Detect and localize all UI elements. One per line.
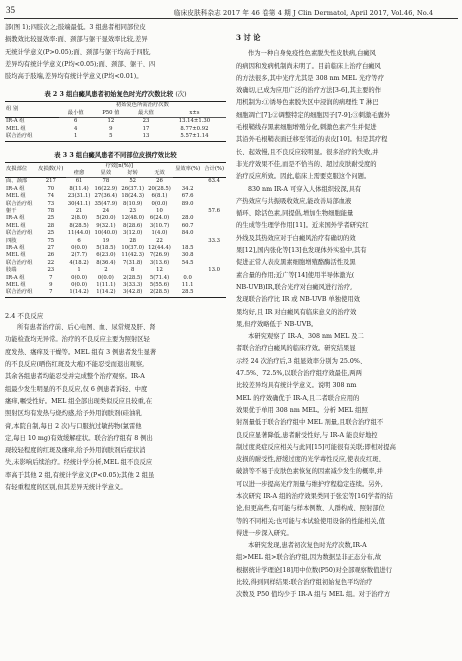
text-line: 发现联合治疗比 IR 或 NB-UVB 单独使用效 [236, 296, 360, 304]
table-cell: 4(18.2) [69, 259, 89, 266]
table-header-group: 初始复色所需治疗次数 [59, 102, 226, 110]
table-cell: 24 [102, 207, 110, 214]
table-cell: 0.0 [183, 274, 192, 281]
section-heading-discussion: 3 讨 论 [236, 33, 261, 42]
table-cell: 5(18.5) [96, 244, 116, 251]
text-line: 度发热、瘙痒及干燥等。MEL 组有 3 例患者发生显著 [5, 348, 157, 356]
text-line: 瘙痒,嘱受性好。MEL 组全部出现类似反应且较重,在 [5, 397, 153, 405]
table-cell: 63.4 [202, 178, 226, 186]
table-cell: 1(4.0) [151, 230, 168, 237]
table-cell: 12(44.4) [148, 244, 171, 251]
table-header: 组 别 [5, 102, 59, 118]
table-header: 最小值 [59, 110, 93, 118]
table-header: P50 值 [93, 110, 129, 118]
table-cell: 21 [75, 207, 83, 214]
text-line: 果均好,且 IR 对白癜风有临床意义的治疗效 [236, 308, 357, 316]
table-cell: 7(26.9) [149, 252, 170, 259]
table-cell [202, 289, 226, 297]
text-line: 治疗反应所致。因此,临床上需要克服这个问题。 [236, 173, 371, 181]
table-cell: 3(13.6) [149, 259, 170, 266]
table-cell: 10(40.0) [94, 230, 118, 237]
table-cell: 35(47.9) [94, 200, 118, 207]
text-line: MEL 的疗效确优于 IR-A,且二者联合应用的 [236, 394, 360, 402]
adverse-reactions-paragraph [5, 322, 226, 494]
table-cell: 26 [47, 252, 55, 259]
text-line: 论,但更高些,有可能与样本例数、人群构成、照射部位 [236, 505, 385, 513]
table-cell: 23 [129, 118, 163, 126]
table-cell: 8(28.6) [123, 222, 143, 229]
table-cell: 8(36.4) [96, 259, 116, 266]
table-row [5, 289, 226, 297]
table-cell: 12 [93, 118, 129, 126]
table-cell: 7(31.8) [123, 259, 143, 266]
table-cell: 22 [156, 237, 163, 244]
table-cell: 2(28.5) [123, 274, 143, 281]
table-cell: 1(11.1) [96, 282, 116, 289]
text-line: 作为一种自身免疫性色素脱失性皮肤病,白癜风 [248, 50, 376, 58]
table-cell: 2(7.7) [71, 252, 88, 259]
text-line: 本研究观察了 IR-A、308 nm MEL 及二 [248, 333, 364, 341]
text-line: 本次研究 IR-A 组的治疗效果类同于张宏等[16]学者的结 [236, 492, 393, 500]
table-cell: 16(22.9) [94, 185, 118, 192]
running-header [4, 3, 458, 19]
text-line: 的不良反应(晒伤红斑及大疱)不能忍受而退出观察, [5, 361, 145, 369]
table-cell: 8(10.9) [123, 200, 143, 207]
table-cell: 联合治疗组 [5, 133, 59, 141]
table-row [5, 118, 226, 126]
table-cell: 1 [59, 133, 93, 141]
table-header: 皮损数(片) [36, 162, 66, 178]
text-line: 功能检查均无异常。治疗的不良反应主要为照射区轻 [5, 336, 150, 344]
table-cell: 四肢 [6, 237, 17, 244]
table-cell: 9 [109, 125, 113, 132]
table-cell: 78 [92, 178, 119, 186]
table-cell: 10 [156, 207, 163, 214]
table-cell: 5(20.0) [96, 215, 116, 222]
table-header: 皮损部位 [5, 162, 36, 178]
table-cell: 3(12.0) [123, 230, 143, 237]
table-cell [202, 252, 226, 259]
table-cell: 6(24.0) [149, 215, 170, 222]
text-line: 现较轻程度的红斑及瘙痒,给予外用润肤剂后症状消 [5, 447, 146, 455]
table-cell: 23 [129, 207, 137, 214]
table-cell: 73 [47, 200, 55, 207]
table-cell: 8(11.4) [69, 185, 89, 192]
table2 [5, 101, 226, 141]
table-cell [202, 245, 226, 252]
table2-unit: (次) [175, 91, 187, 99]
table-cell: 9(32.1) [96, 222, 116, 229]
table-cell: 67.6 [181, 193, 194, 200]
table-cell: 6 [59, 118, 93, 126]
text-line: 47.5%、72.5%,以联合治疗组疗效最佳,两两 [236, 370, 362, 378]
table-cell: MEL 组 [6, 222, 26, 229]
table-cell: 5(71.4) [149, 274, 170, 281]
journal-citation: 临床皮肤科杂志 2017 年 46 卷第 4 期 J Clin Dermatol, April 2017, Vol.46, No.4 [174, 9, 434, 17]
table-cell [202, 260, 226, 267]
table-header: 好转 [119, 170, 146, 178]
text-line: 可以进一步提高光疗剂量与维护疗程稳定连续。另外, [236, 480, 383, 488]
text-line: 膏,本院自制,每日 2 次)与口服抗过敏药物(氯雷他 [5, 422, 142, 430]
table-cell [202, 215, 226, 222]
table-row [5, 252, 226, 259]
table-cell: 联合治疗组 [6, 230, 33, 237]
text-line: 者联合治疗白癜风的临床疗效。研究结果显 [236, 345, 356, 353]
table-cell: 25 [47, 230, 55, 237]
table-cell: 联合治疗组 [6, 259, 33, 266]
table-cell: 27 [47, 244, 55, 251]
table-cell [202, 282, 226, 289]
table-row [5, 201, 226, 208]
table-cell: 9 [49, 282, 53, 289]
table-cell: 2(28.5) [146, 289, 173, 297]
text-line: 所有患者治疗前、后心电图、血、尿常规及肝、肾 [17, 324, 156, 332]
table-cell [202, 193, 226, 200]
text-line: 比较,得到同样结果:联合治疗组初始复色平均治疗 [236, 579, 373, 587]
right-column [236, 22, 457, 602]
text-line: 差异均有统计学意义(P均<0.05);面、颈部、躯干、四 [5, 60, 156, 68]
table-cell: 8(28.5) [69, 222, 89, 229]
text-line: 循环、除活色素,同提倡,增加生物细胞能量 [236, 210, 354, 218]
table-cell: 25 [47, 215, 55, 222]
table-header: x±s [163, 110, 226, 118]
text-line: 本研究发现,患者初次复色时光疗次数,IR-A [248, 542, 367, 550]
table-cell: 12(48.0) [121, 215, 145, 222]
table-cell: 6 [77, 237, 81, 244]
table2-caption [5, 89, 226, 101]
text-line: 照射区均有发热与烧灼感,给予外用润肤剂(硅油乳 [5, 410, 142, 418]
table-header: 显效率(%) [173, 162, 202, 178]
text-line: 产热效应与共振吸收效应,能改善局部血液 [236, 197, 352, 205]
table-cell: 17 [142, 125, 150, 132]
table-cell: 0(0.0) [71, 274, 88, 281]
text-line: 示经 24 次治疗后,3 组显效率分别为 25.0%、 [236, 357, 367, 365]
results-paragraph [5, 22, 226, 83]
text-line: 组最少发生明显的不良反应,仅 6 例患者诉轻、中度 [5, 385, 148, 393]
left-column [5, 22, 226, 494]
table-cell: 70 [47, 185, 55, 192]
table-cell: 5 [93, 133, 129, 141]
table-cell: 74 [47, 193, 55, 200]
text-line: 破溃等不易于皮肤色素恢复的因素减少发生的概率,并 [236, 468, 383, 476]
table-cell: 7 [49, 274, 53, 281]
table-cell: 6(8.1) [151, 193, 168, 200]
text-line: 效果优于单用 308 nm MEL。分析 MEL 组照 [236, 406, 368, 414]
table-cell [173, 267, 202, 274]
table-cell: 57.6 [208, 207, 221, 214]
table2-title: 表 2 3 组白癜风患者初始复色时光疗次数比较 [44, 91, 174, 99]
table-cell: 26(37.1) [121, 185, 145, 192]
table-cell: 2(8.0) [71, 215, 88, 222]
table-cell: 52 [119, 178, 146, 186]
table-cell: 3(10.7) [149, 222, 170, 229]
text-line: 其沿外毛根鞘表面迁移至邻近的表皮[10]。但是其疗程 [236, 136, 388, 144]
table-cell: 54.5 [181, 259, 194, 266]
discussion-paragraph-2 [236, 184, 457, 332]
table-cell: MEL 组 [6, 282, 26, 289]
table-cell [202, 275, 226, 282]
table-row [5, 275, 226, 282]
discussion-paragraph-1 [236, 48, 457, 183]
text-line: 果,但疗效略低于 NB-UVB。 [236, 320, 318, 328]
table-cell: 13 [129, 133, 163, 141]
table-cell: IR-A 组 [6, 274, 25, 281]
table-row [5, 178, 226, 186]
text-line: 比较差异均具有统计学意义。说明 308 nm [236, 382, 357, 390]
table-cell: IR-A 组 [5, 118, 59, 126]
text-line: 的生成等生理学作用[11]。近来国外学者研究红 [236, 222, 369, 230]
table-cell: 8 [131, 267, 135, 274]
discussion-paragraph-4 [236, 540, 457, 601]
table-cell: 联合治疗组 [5, 289, 36, 297]
text-line: 的病因和发病机制尚未明了。目前临床上治疗白癜风 [236, 62, 381, 70]
table-cell: 28.0 [181, 215, 194, 222]
text-line: 素合量的作用;近广等[14]使用半导体激光( [236, 271, 355, 279]
table-row [5, 267, 226, 274]
table-cell: 27(36.4) [94, 193, 118, 200]
text-line: 部(图 1);四肢次之;肢端最低。3 组患者相同部位皮 [5, 24, 146, 31]
table-row [5, 133, 226, 141]
text-line: 的方法很多,其中光疗尤其是 308 nm MEL 光疗等疗 [236, 74, 385, 82]
text-line: 无统计学意义(P>0.05);面、颈部与躯干均高于四肢, [5, 48, 151, 56]
table-cell: 0(0.0) [71, 244, 88, 251]
text-line: 细胞凋亡[7];②调整特定的细胞因子[7-9];③刺激毛囊外 [236, 111, 391, 119]
text-line: 长、起效慢,且不良反应较明显。很多治疗的失败,并 [236, 148, 379, 156]
table-cell: 22 [47, 259, 55, 266]
table-cell: IR-A 组 [6, 185, 25, 192]
text-line: 肢均高于肢端,差异均有统计学意义(P均<0.01)。 [5, 73, 143, 81]
table-header: 合计(%) [202, 162, 226, 178]
table-cell: 0(0.0) [71, 282, 88, 289]
table-cell: 19 [102, 237, 110, 244]
table-cell: 1 [77, 267, 81, 274]
text-line: 830 nm IR-A 可穿入人体组织较深,具有 [248, 185, 362, 193]
table-cell: 0(0.0) [97, 274, 114, 281]
table-cell: 78 [47, 207, 55, 214]
text-line: 根据统计学理论[18]用中位数(P50)对全部观察数值进行 [236, 566, 393, 574]
text-line: 效确切,已成为应用广泛的治疗方法[3-6],其主要的作 [236, 87, 381, 95]
table-row [5, 126, 226, 133]
table-cell: IR-A 组 [6, 244, 25, 251]
table-cell: 61 [66, 178, 93, 186]
table-cell: 18.5 [181, 244, 194, 251]
table-cell: 8.77±0.92 [180, 125, 209, 132]
table-cell: 30.8 [181, 252, 194, 259]
table-cell: 躯干 [6, 207, 17, 214]
table-cell: 30(41.1) [67, 200, 91, 207]
text-line: 促进正常人表皮黑素细胞增殖酪酶活性及黑 [236, 259, 356, 267]
table-cell: 13.0 [208, 267, 221, 274]
table-cell [173, 178, 202, 186]
text-line: 定,每日 10 mg)有效缓解症状。联合治疗组有 8 例出 [5, 434, 153, 442]
table-cell: 20(28.5) [148, 185, 171, 192]
table-cell [202, 186, 226, 193]
table-cell: 4 [74, 125, 78, 132]
table-cell: 3(33.3) [123, 282, 143, 289]
section-heading-2-4: 2.4 不良反应 [5, 311, 44, 320]
table-header-group: 疗效[n(%)] [66, 162, 173, 170]
table-cell: 肢端 [6, 267, 17, 274]
table-cell: 18(24.3) [121, 193, 145, 200]
table-row [5, 230, 226, 237]
table-cell: 89.0 [181, 200, 194, 207]
table-cell [202, 223, 226, 230]
table-cell: 1(14.2) [92, 289, 119, 297]
table-cell: 13.14±1.30 [163, 118, 226, 126]
table-cell: 28 [129, 237, 137, 244]
table-cell: 26 [146, 178, 173, 186]
text-line: 用机制为:①诱导色素脱失区中浸润的病理性 T 淋巴 [236, 99, 379, 107]
table-header: 最大值 [129, 110, 163, 118]
table-cell: MEL 组 [6, 252, 26, 259]
text-line: 果[12],国内张化等[13]也发现体外实验中,其有 [236, 247, 367, 255]
text-line: 制过度炎症反应相关与此同[15]可能很有关联;即相对提高 [236, 443, 396, 451]
table-header: 痊愈 [66, 170, 93, 178]
table-cell: MEL 组 [6, 193, 26, 200]
table3-body [5, 178, 226, 298]
text-line: 失,未影响后续治疗。经统计学分析,MEL 组不良反应 [5, 459, 153, 467]
table-row [5, 260, 226, 267]
table-cell: 3(42.8) [119, 289, 146, 297]
table-row [5, 238, 226, 245]
table-cell: 23 [47, 267, 55, 274]
table-row [5, 215, 226, 222]
text-line: 次数及 P50 值均少于 IR-A 组与 MEL 组。对于治疗方 [236, 591, 391, 599]
table-cell: 28 [47, 222, 55, 229]
table-cell: IR-A 组 [6, 215, 25, 222]
table-cell [202, 201, 226, 208]
table-cell: 33.3 [208, 237, 221, 244]
table-cell [173, 238, 202, 245]
text-line: 射剂量低于联合治疗组中 MEL 剂量,且联合治疗组不 [236, 419, 384, 427]
text-line: 良反应显著降低,患者耐受性好,与 IR-A 能良好地控 [236, 431, 378, 439]
table-cell: 28.5 [173, 289, 202, 297]
table-header: 显效 [92, 170, 119, 178]
text-line: 等的不同相关;也可能与本试验使用设备的性能相关,值 [236, 517, 385, 525]
table3 [5, 162, 226, 298]
table-cell: 11.1 [181, 282, 194, 289]
table-cell: 75 [47, 237, 55, 244]
table-cell: 0(0.0) [151, 200, 168, 207]
table-cell: 面、颈部 [5, 178, 36, 186]
text-line: 非光疗效果不佳,而是不恰当的、超过皮肤耐受度的 [236, 160, 377, 168]
table-cell: 2 [104, 267, 108, 274]
table-cell: 11(42.3) [121, 252, 145, 259]
text-line: 得进一步深入研究。 [236, 529, 293, 537]
text-line: 组>MEL 组>联合治疗组,因为数据呈非正态分布,故 [236, 554, 382, 562]
table-cell: 23(31.1) [67, 193, 91, 200]
table-cell: 1(14.2) [66, 289, 93, 297]
page-number: 35 [6, 5, 15, 15]
table-cell [173, 208, 202, 215]
table-cell: 60.7 [181, 222, 194, 229]
table-cell [202, 230, 226, 237]
table-cell: MEL 组 [6, 125, 26, 132]
table-cell: 34.2 [181, 185, 194, 192]
text-line: 率高于其他 2 组,有统计学意义(P<0.05);其他 2 组虽 [5, 471, 155, 479]
text-line: 有轻重程度的区别,但其差异无统计学意义。 [5, 483, 127, 491]
table-cell: 12 [156, 267, 163, 274]
text-line: 外线及其热效应对于白癜风治疗有确切的效 [236, 234, 356, 242]
table-cell: 217 [36, 178, 66, 186]
table-cell: 6(23.0) [96, 252, 116, 259]
table-cell: 5.57±1.14 [163, 133, 226, 141]
table-cell: 10(37.0) [121, 244, 145, 251]
table-cell: 7 [36, 289, 66, 297]
table-cell: 联合治疗组 [6, 200, 33, 207]
table-cell: 11(44.0) [67, 230, 91, 237]
text-line: 其余各组患者均能忍受并完成整个治疗观察。IR-A [5, 373, 145, 381]
table-cell: 84.0 [181, 230, 194, 237]
text-line: 皮损的耐受性,舒缓过度的光学毒性反应,使表皮红斑、 [236, 456, 385, 464]
table3-caption: 表 3 3 组白癜风患者不同部位皮损疗效比较 [54, 151, 177, 159]
text-line: 毛根鞘线存黑素细胞增殖分化,刺激色素产生并促进 [236, 124, 377, 132]
discussion-paragraph-3 [236, 331, 457, 540]
table-header: 无效 [146, 170, 173, 178]
table-cell: 5(55.6) [149, 282, 170, 289]
table-row [5, 193, 226, 200]
text-line: NB-UVB)IR,联合光疗对白癜风进行治疗, [236, 283, 353, 291]
text-line: 损教效比较显效率:面、颈部与躯干显效率比较,差异 [5, 36, 148, 44]
